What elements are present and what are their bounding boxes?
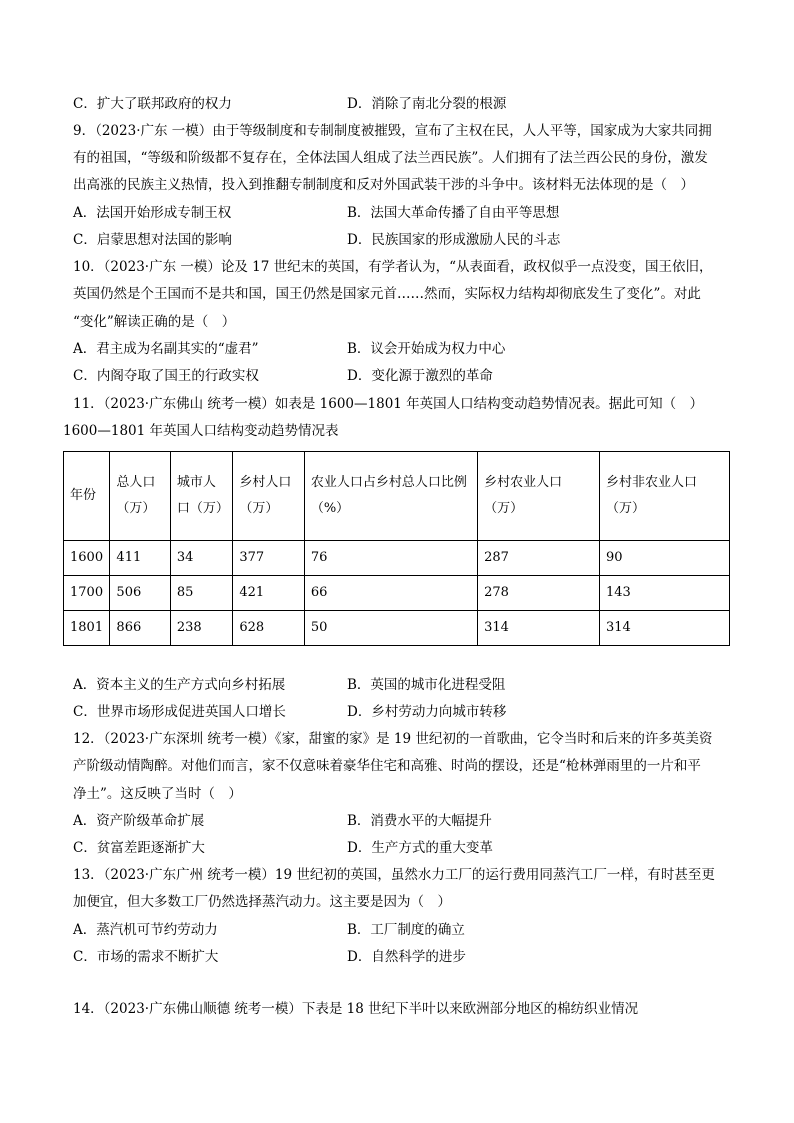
q10-stem-line-2: 英国仍然是个王国而不是共和国，国王仍然是国家元首……然而，实际权力结构却彻底发生了变化”。对此 xyxy=(73,286,701,302)
q11-option-d[interactable]: D．乡村劳动力向城市转移 xyxy=(347,704,507,720)
q9-options-row-2 xyxy=(73,230,733,250)
q10-option-c[interactable]: C．内阁夺取了国王的行政实权 xyxy=(73,368,259,384)
q12-option-b[interactable]: B．消费水平的大幅提升 xyxy=(347,813,492,829)
q12-options-row-1 xyxy=(73,811,733,831)
table-cell: 278 xyxy=(478,576,600,611)
table-cell: 1801 xyxy=(64,611,110,646)
header-year: 年份 xyxy=(64,452,110,541)
header-rural-population: 乡村人口（万） xyxy=(233,452,305,541)
table-cell: 238 xyxy=(170,611,232,646)
table-cell: 50 xyxy=(304,611,477,646)
table-cell: 66 xyxy=(304,576,477,611)
q9-option-a[interactable]: A．法国开始形成专制王权 xyxy=(73,205,232,221)
q11-option-b[interactable]: B．英国的城市化进程受阻 xyxy=(347,677,506,693)
q11-table-caption: 1600—1801 年英国人口结构变动趋势情况表 xyxy=(63,423,339,439)
q11-option-a[interactable]: A．资本主义的生产方式向乡村拓展 xyxy=(73,677,286,693)
q9-option-b[interactable]: B．法国大革命传播了自由平等思想 xyxy=(347,205,560,221)
q8-option-d[interactable]: D．消除了南北分裂的根源 xyxy=(347,96,507,112)
table-header-row xyxy=(64,452,730,541)
q12-stem-line-2: 产阶级动情陶醉。对他们而言，家不仅意味着豪华住宅和高雅、时尚的摆设，还是“枪林弹雨里的一片和平 xyxy=(73,758,701,774)
header-rural-agricultural: 乡村农业人口（万） xyxy=(478,452,600,541)
population-table xyxy=(63,451,730,646)
q9-stem-line-3: 出高涨的民族主义热情，投入到推翻专制制度和反对外国武装干涉的斗争中。该材料无法体现的是（ ） xyxy=(73,177,694,193)
q13-option-b[interactable]: B．工厂制度的确立 xyxy=(347,922,465,938)
q13-options-row-1 xyxy=(73,920,733,940)
table-cell: 76 xyxy=(304,541,477,576)
q12-option-c[interactable]: C．贫富差距逐渐扩大 xyxy=(73,840,205,856)
q13-options-row-2 xyxy=(73,947,733,967)
q10-option-b[interactable]: B．议会开始成为权力中心 xyxy=(347,341,506,357)
table-cell: 85 xyxy=(170,576,232,611)
q9-options-row-1 xyxy=(73,203,733,223)
q10-stem-line-1: 10．（2023·广东 一模）论及 17 世纪末的英国，有学者认为，“从表面看，政权似乎一点没变，国王依旧， xyxy=(73,259,713,275)
table-row xyxy=(64,541,730,576)
q10-option-a[interactable]: A．君主成为名副其实的“虚君” xyxy=(73,341,259,357)
table-cell: 866 xyxy=(110,611,170,646)
table-cell: 628 xyxy=(233,611,305,646)
table-cell: 377 xyxy=(233,541,305,576)
table-cell: 143 xyxy=(599,576,729,611)
q12-options-row-2 xyxy=(73,838,733,858)
table-cell: 287 xyxy=(478,541,600,576)
table-cell: 1600 xyxy=(64,541,110,576)
q8-options xyxy=(73,94,733,114)
q9-stem-line-2: 有的祖国，“等级和阶级都不复存在，全体法国人组成了法兰西民族”。人们拥有了法兰西公民的身份，激发 xyxy=(73,150,708,166)
q13-option-d[interactable]: D．自然科学的进步 xyxy=(347,949,466,965)
table-cell: 421 xyxy=(233,576,305,611)
q11-options-row-2 xyxy=(73,702,733,722)
table-cell: 314 xyxy=(478,611,600,646)
table-cell: 314 xyxy=(599,611,729,646)
q13-stem-line-1: 13．（2023·广东广州 统考一模）19 世纪初的英国，虽然水力工厂的运行费用同蒸汽工厂一样，有时甚至更 xyxy=(73,867,715,883)
q10-options-row-2 xyxy=(73,366,733,386)
q13-option-c[interactable]: C．市场的需求不断扩大 xyxy=(73,949,219,965)
table-row xyxy=(64,576,730,611)
table-cell: 411 xyxy=(110,541,170,576)
table-cell: 506 xyxy=(110,576,170,611)
q12-stem-line-3: 净土”。这反映了当时（ ） xyxy=(73,786,242,802)
header-urban-population: 城市人口（万） xyxy=(170,452,232,541)
table-cell: 90 xyxy=(599,541,729,576)
header-agricultural-ratio: 农业人口占乡村总人口比例（%） xyxy=(304,452,477,541)
q12-option-a[interactable]: A．资产阶级革命扩展 xyxy=(73,813,205,829)
q10-options-row-1 xyxy=(73,339,733,359)
table-row xyxy=(64,611,730,646)
q9-option-d[interactable]: D．民族国家的形成激励人民的斗志 xyxy=(347,232,561,248)
q13-stem-line-2: 加便宜，但大多数工厂仍然选择蒸汽动力。这主要是因为（ ） xyxy=(73,894,451,910)
q10-option-d[interactable]: D．变化源于激烈的革命 xyxy=(347,368,493,384)
q9-stem-line-1: 9．（2023·广东 一模）由于等级制度和专制制度被摧毁，宣布了主权在民，人人平等，国家成为大家共同拥 xyxy=(73,123,712,139)
q11-stem-line-1: 11．（2023·广东佛山 统考一模）如表是 1600—1801 年英国人口结构变动趋势情况表。据此可知（ ） xyxy=(73,396,704,412)
header-total-population: 总人口（万） xyxy=(110,452,170,541)
table-cell: 1700 xyxy=(64,576,110,611)
q12-option-d[interactable]: D．生产方式的重大变革 xyxy=(347,840,493,856)
q14-stem-line-1: 14．（2023·广东佛山顺德 统考一模）下表是 18 世纪下半叶以来欧洲部分地区的棉纺织业情况 xyxy=(73,1001,639,1017)
q11-option-c[interactable]: C．世界市场形成促进英国人口增长 xyxy=(73,704,286,720)
q9-option-c[interactable]: C．启蒙思想对法国的影响 xyxy=(73,232,232,248)
q11-options-row-1 xyxy=(73,675,733,695)
q8-option-c[interactable]: C．扩大了联邦政府的权力 xyxy=(73,96,232,112)
table-cell: 34 xyxy=(170,541,232,576)
q10-stem-line-3: “变化”解读正确的是（ ） xyxy=(73,314,236,330)
q12-stem-line-1: 12．（2023·广东深圳 统考一模）《家，甜蜜的家》是 19 世纪初的一首歌曲，它令当时和后来的许多英美资 xyxy=(73,731,713,747)
q13-option-a[interactable]: A．蒸汽机可节约劳动力 xyxy=(73,922,218,938)
header-rural-non-agricultural: 乡村非农业人口（万） xyxy=(599,452,729,541)
